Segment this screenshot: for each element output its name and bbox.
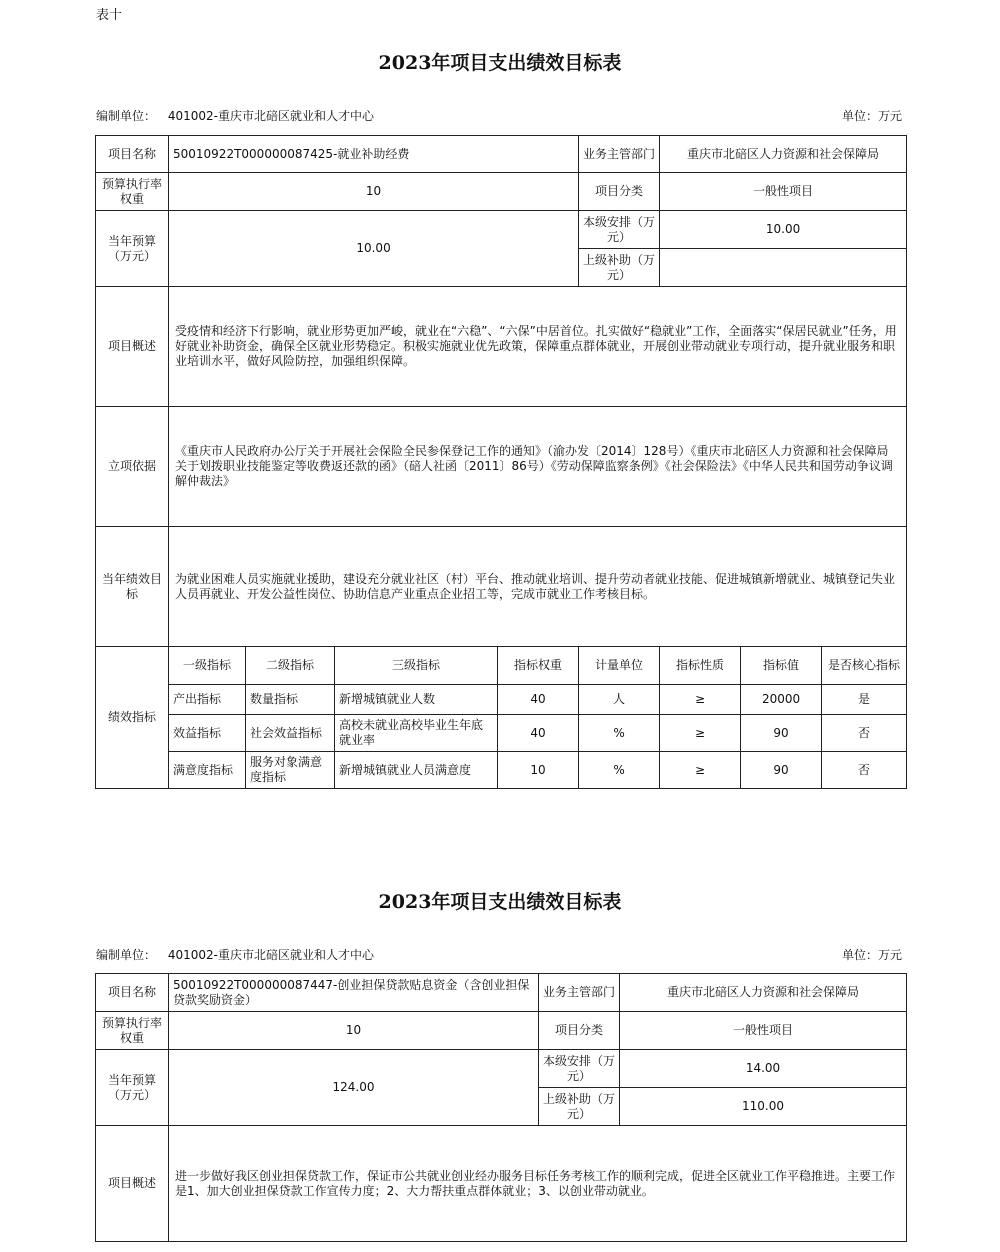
dept-label: 业务主管部门 (539, 974, 620, 1012)
indicator-header: 计量单位 (579, 647, 660, 685)
overview-text: 受疫情和经济下行影响，就业形势更加严峻，就业在“六稳”、“六保”中居首位。扎实做好“稳就业”工作，全面落实“保居民就业”任务，用好就业补助资金，确保全区就业形势稳定。积极实施就业优先政策，保障重点群体就业，开展创业带动就业专项行动，提升就业服务和职业培训水平，做好风险防控，加强组织保障。 (169, 287, 907, 407)
goal-text: 为就业困难人员实施就业援助，建设充分就业社区（村）平台、推动就业培训、提升劳动者就业技能、促进城镇新增就业、城镇登记失业人员再就业、开发公益性岗位、协助信息产业重点企业招工等，完成市就业工作考核目标。 (169, 527, 907, 647)
dept-label: 业务主管部门 (579, 136, 660, 173)
performance-table (95, 135, 907, 789)
indicator-header: 一级指标 (169, 647, 246, 685)
weight-label: 预算执行率权重 (96, 1012, 169, 1050)
goal-label: 当年绩效目标 (96, 527, 169, 647)
table-row (96, 752, 907, 789)
project-name-label: 项目名称 (96, 136, 169, 173)
form-meta (96, 946, 906, 963)
dept-value: 重庆市北碚区人力资源和社会保障局 (660, 136, 907, 173)
indicator-header: 三级指标 (335, 647, 498, 685)
indicator-cell: 20000 (741, 685, 822, 715)
unit-text: 单位：万元 (841, 109, 902, 123)
org-value: 401002-重庆市北碚区就业和人才中心 (167, 109, 374, 123)
indicator-cell: % (579, 752, 660, 789)
indicator-header: 指标值 (741, 647, 822, 685)
category-value: 一般性项目 (660, 173, 907, 211)
indicator-cell: ≥ (660, 685, 741, 715)
org-value: 401002-重庆市北碚区就业和人才中心 (167, 948, 374, 962)
unit-text: 单位：万元 (841, 948, 902, 962)
local-value: 10.00 (660, 211, 907, 249)
budget-value: 124.00 (169, 1050, 539, 1126)
indicator-cell: 10 (498, 752, 579, 789)
form-title: 2023年项目支出绩效目标表 (378, 52, 622, 74)
indicator-cell: ≥ (660, 715, 741, 752)
indicator-cell: 服务对象满意度指标 (246, 752, 335, 789)
indicator-cell: 产出指标 (169, 685, 246, 715)
category-value: 一般性项目 (620, 1012, 907, 1050)
indicator-label: 绩效指标 (96, 647, 169, 789)
indicator-cell: % (579, 715, 660, 752)
superior-value (660, 249, 907, 287)
indicator-cell: 否 (822, 715, 907, 752)
indicator-cell: 40 (498, 685, 579, 715)
table-row (96, 685, 907, 715)
indicator-cell: ≥ (660, 752, 741, 789)
indicator-header: 是否核心指标 (822, 647, 907, 685)
indicator-cell: 社会效益指标 (246, 715, 335, 752)
indicator-cell: 数量指标 (246, 685, 335, 715)
basis-text: 《重庆市人民政府办公厅关于开展社会保险全民参保登记工作的通知》（渝办发〔2014〕128号）《重庆市北碚区人力资源和社会保障局关于划拨职业技能鉴定等收费返还款的函》（碚人社函〔2011〕86号）《劳动保障监察条例》《社会保险法》《中华人民共和国劳动争议调解仲裁法》 (169, 407, 907, 527)
indicator-cell: 否 (822, 752, 907, 789)
superior-value: 110.00 (620, 1088, 907, 1126)
performance-table (95, 973, 907, 1242)
budget-label: 当年预算（万元） (96, 211, 169, 287)
budget-label: 当年预算（万元） (96, 1050, 169, 1126)
project-name-label: 项目名称 (96, 974, 169, 1012)
weight-value: 10 (169, 173, 579, 211)
basis-label: 立项依据 (96, 407, 169, 527)
budget-value: 10.00 (169, 211, 579, 287)
indicator-cell: 效益指标 (169, 715, 246, 752)
project-name-value: 50010922T000000087447-创业担保贷款贴息资金（含创业担保贷款奖励资金） (169, 974, 539, 1012)
category-label: 项目分类 (539, 1012, 620, 1050)
indicator-cell: 40 (498, 715, 579, 752)
org-label: 编制单位： (96, 948, 157, 962)
table-row (96, 715, 907, 752)
overview-text: 进一步做好我区创业担保贷款工作，保证市公共就业创业经办服务目标任务考核工作的顺利完成，促进全区就业工作平稳推进。主要工作是1、加大创业担保贷款工作宣传力度；2、大力帮扶重点群体就业；3、以创业带动就业。 (169, 1126, 907, 1242)
local-label: 本级安排（万元） (539, 1050, 620, 1088)
indicator-cell: 90 (741, 752, 822, 789)
local-label: 本级安排（万元） (579, 211, 660, 249)
dept-value: 重庆市北碚区人力资源和社会保障局 (620, 974, 907, 1012)
weight-value: 10 (169, 1012, 539, 1050)
overview-label: 项目概述 (96, 1126, 169, 1242)
superior-label: 上级补助（万元） (539, 1088, 620, 1126)
indicator-cell: 90 (741, 715, 822, 752)
indicator-cell: 人 (579, 685, 660, 715)
indicator-cell: 满意度指标 (169, 752, 246, 789)
org-label: 编制单位： (96, 109, 157, 123)
indicator-cell: 是 (822, 685, 907, 715)
indicator-cell: 新增城镇就业人员满意度 (335, 752, 498, 789)
indicator-cell: 高校未就业高校毕业生年底就业率 (335, 715, 498, 752)
category-label: 项目分类 (579, 173, 660, 211)
weight-label: 预算执行率权重 (96, 173, 169, 211)
form-meta (96, 107, 906, 124)
form-title: 2023年项目支出绩效目标表 (378, 891, 622, 913)
indicator-header: 指标权重 (498, 647, 579, 685)
indicator-cell: 新增城镇就业人数 (335, 685, 498, 715)
indicator-header: 二级指标 (246, 647, 335, 685)
superior-label: 上级补助（万元） (579, 249, 660, 287)
local-value: 14.00 (620, 1050, 907, 1088)
indicator-header: 指标性质 (660, 647, 741, 685)
overview-label: 项目概述 (96, 287, 169, 407)
project-name-value: 50010922T000000087425-就业补助经费 (169, 136, 579, 173)
table-number-label: 表十 (96, 8, 123, 23)
